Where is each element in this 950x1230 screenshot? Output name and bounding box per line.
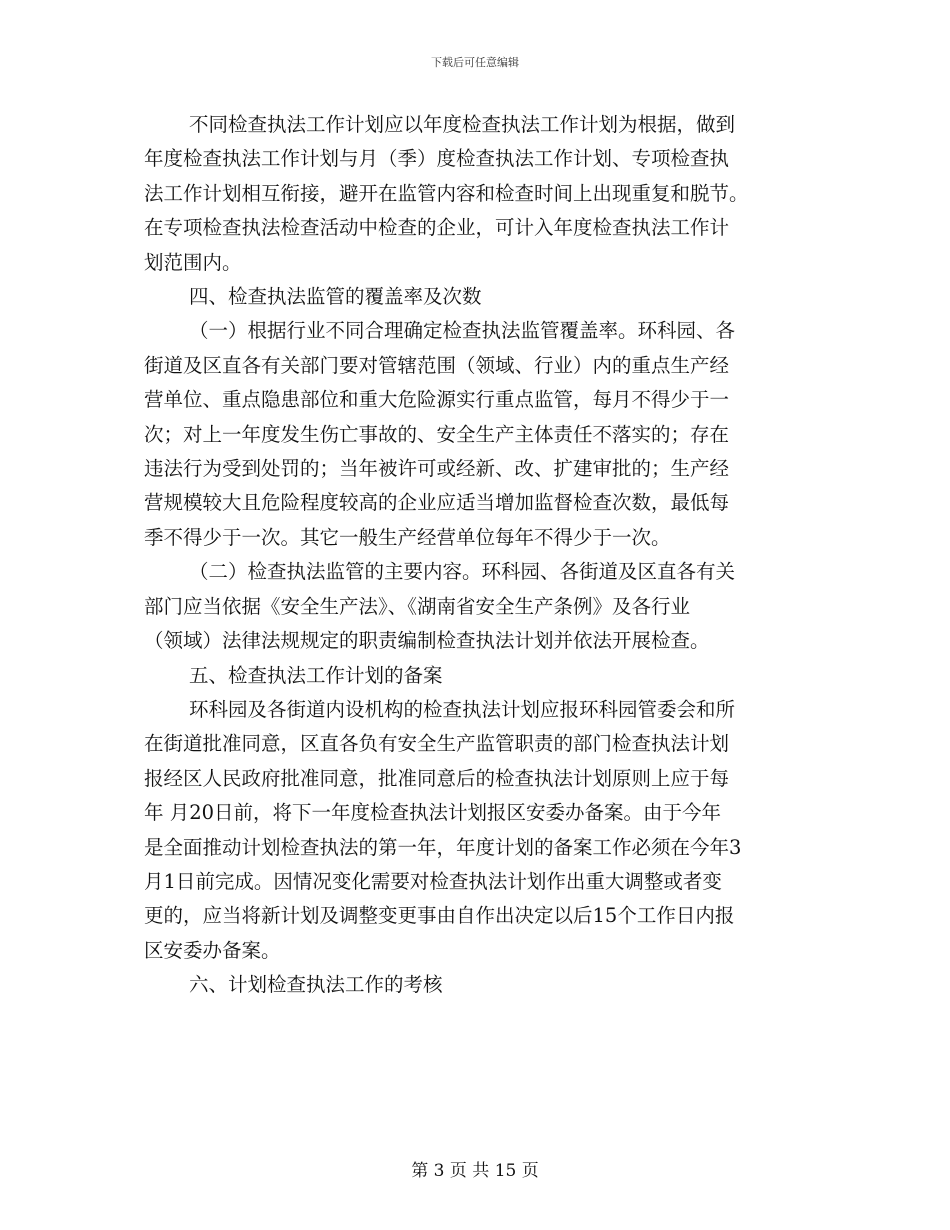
text-line: 是全面推动计划检查执法的第一年，年度计划的备案工作必须在今年3 [144,835,742,859]
text-line: 部门应当依据《安全生产法》、《湖南省安全生产条例》及各行业 [144,594,691,618]
text-line: 六、计划检查执法工作的考核 [189,973,443,997]
text-line: （领域）法律法规规定的职责编制检查执法计划并依法开展检查。 [144,629,710,653]
text-line: 环科园及各街道内设机构的检查执法计划应报环科园管委会和所 [189,697,736,721]
text-line: 营单位、重点隐患部位和重大危险源实行重点监管，每月不得少于一 [144,388,730,412]
text-line: 区安委办备案。 [144,938,281,962]
text-line: 报经区人民政府批准同意，批准同意后的检查执法计划原则上应于每 [144,766,730,790]
text-line: （二）检查执法监管的主要内容。环科园、各街道及区直各有关 [189,560,736,584]
text-line: 营规模较大且危险程度较高的企业应适当增加监督检查次数，最低每 [144,491,730,515]
text-line: 四、检查执法监管的覆盖率及次数 [189,285,482,309]
page-footer: 第 3 页 共 15 页 [411,1161,539,1181]
text-line: 年度检查执法工作计划与月（季）度检查执法工作计划、专项检查执 [144,147,730,171]
text-line: 次；对上一年度发生伤亡事故的、安全生产主体责任不落实的；存在 [144,422,730,446]
text-line: 更的，应当将新计划及调整变更事由自作出决定以后15个工作日内报 [144,904,735,928]
text-line: 不同检查执法工作计划应以年度检查执法工作计划为根据，做到 [189,113,736,136]
text-line: 在专项检查执法检查活动中检查的企业，可计入年度检查执法工作计 [144,216,730,240]
page-header: 下载后可任意编辑 [431,56,519,69]
text-line: 季不得少于一次。其它一般生产经营单位每年不得少于一次。 [144,525,671,549]
text-line: 五、检查执法工作计划的备案 [189,663,443,687]
text-line: 在街道批准同意，区直各负有安全生产监管职责的部门检查执法计划 [144,732,730,756]
text-line: 法工作计划相互衔接，避开在监管内容和检查时间上出现重复和脱节。 [144,181,749,205]
text-line: 街道及区直各有关部门要对管辖范围（领域、行业）内的重点生产经 [144,353,730,377]
text-line: 违法行为受到处罚的；当年被许可或经新、改、扩建审批的；生产经 [144,457,730,481]
text-line: 年 月20日前，将下一年度检查执法计划报区安委办备案。由于今年 [144,801,722,825]
text-line: （一）根据行业不同合理确定检查执法监管覆盖率。环科园、各 [189,319,736,343]
text-line: 月1日前完成。因情况变化需要对检查执法计划作出重大调整或者变 [144,869,722,893]
document-body [144,108,806,1003]
text-line: 划范围内。 [144,250,242,274]
